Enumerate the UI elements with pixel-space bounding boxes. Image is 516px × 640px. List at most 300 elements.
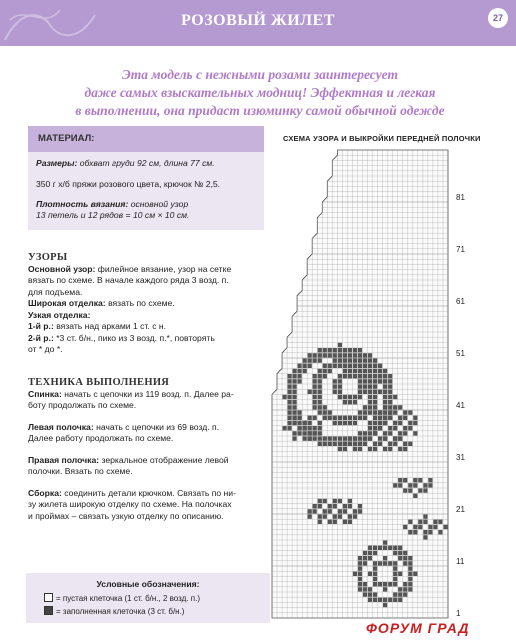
filled-cell <box>313 509 317 513</box>
wide-trim-text: вязать по схеме. <box>108 298 175 308</box>
filled-cell <box>368 384 372 388</box>
filled-cell <box>308 514 312 518</box>
filled-cell <box>353 358 357 362</box>
filled-cell <box>373 598 377 602</box>
filled-cell <box>398 592 402 596</box>
filled-cell <box>378 561 382 565</box>
filled-cell <box>363 353 367 357</box>
filled-cell <box>363 379 367 383</box>
row1-label: 1-й р.: <box>28 321 54 331</box>
main-pattern-text: для подъема. <box>28 286 83 297</box>
filled-cell <box>283 426 287 430</box>
row1-text: вязать над арками 1 ст. с н. <box>56 321 167 331</box>
filled-cell <box>333 384 337 388</box>
filled-cell <box>338 447 342 451</box>
filled-cell <box>343 358 347 362</box>
filled-cell <box>313 504 317 508</box>
filled-cell <box>398 587 402 591</box>
yarn-line: 350 г х/б пряжи розового цвета, крючок № 2,5. <box>36 179 221 189</box>
filled-cell <box>318 400 322 404</box>
filled-cell <box>378 379 382 383</box>
filled-cell <box>343 421 347 425</box>
filled-cell <box>303 421 307 425</box>
filled-cell <box>318 426 322 430</box>
page-number: 27 <box>488 8 508 28</box>
filled-cell <box>358 410 362 414</box>
filled-cell <box>293 405 297 409</box>
legend-filled-text: = заполненная клеточка (3 ст. б/н.) <box>56 607 185 616</box>
right-front-text: полочки. Вязать по схеме. <box>28 466 133 476</box>
filled-cell <box>348 400 352 404</box>
filled-cell <box>388 561 392 565</box>
filled-cell <box>423 530 427 534</box>
row-label: 1 <box>456 608 461 618</box>
filled-cell <box>373 577 377 581</box>
filled-cell <box>413 483 417 487</box>
filled-cell <box>318 410 322 414</box>
assembly-text: зу жилета широкую отделку по схеме. На полочках <box>28 499 232 509</box>
filled-cell <box>383 561 387 565</box>
filled-cell <box>358 436 362 440</box>
filled-cell <box>313 426 317 430</box>
filled-cell <box>353 416 357 420</box>
filled-cell <box>398 572 402 576</box>
filled-cell <box>403 416 407 420</box>
filled-cell <box>373 442 377 446</box>
filled-cell <box>398 421 402 425</box>
filled-cell <box>398 598 402 602</box>
filled-cell <box>293 379 297 383</box>
filled-cell <box>403 488 407 492</box>
filled-cell <box>373 447 377 451</box>
filled-cell <box>388 374 392 378</box>
filled-cell <box>358 572 362 576</box>
filled-cell <box>363 358 367 362</box>
filled-cell <box>403 431 407 435</box>
filled-cell <box>293 436 297 440</box>
filled-cell <box>348 499 352 503</box>
filled-cell <box>288 400 292 404</box>
filled-cell <box>383 410 387 414</box>
filled-cell <box>333 442 337 446</box>
filled-cell <box>313 431 317 435</box>
filled-cell <box>323 348 327 352</box>
filled-cell <box>383 395 387 399</box>
filled-cell <box>428 483 432 487</box>
technique-title: ТЕХНИКА ВЫПОЛНЕНИЯ <box>28 377 170 388</box>
filled-cell <box>353 348 357 352</box>
filled-cell <box>353 400 357 404</box>
filled-cell <box>358 395 362 399</box>
filled-cell <box>408 577 412 581</box>
filled-cell <box>368 592 372 596</box>
filled-cell <box>398 416 402 420</box>
filled-cell <box>378 436 382 440</box>
row-label: 61 <box>456 296 465 306</box>
filled-cell <box>333 504 337 508</box>
filled-cell <box>293 390 297 394</box>
filled-cell <box>383 582 387 586</box>
filled-cell <box>343 442 347 446</box>
filled-cell <box>373 405 377 409</box>
filled-cell <box>313 379 317 383</box>
filled-cell <box>323 369 327 373</box>
filled-cell <box>423 488 427 492</box>
filled-cell <box>373 416 377 420</box>
filled-cell <box>358 431 362 435</box>
filled-cell <box>403 561 407 565</box>
filled-cell <box>333 379 337 383</box>
filled-cell <box>418 488 422 492</box>
filled-cell <box>368 395 372 399</box>
filled-cell <box>338 358 342 362</box>
filled-cell <box>353 369 357 373</box>
filled-cell <box>373 426 377 430</box>
filled-cell <box>338 374 342 378</box>
filled-cell <box>343 520 347 524</box>
filled-cell <box>413 416 417 420</box>
filled-cell <box>318 421 322 425</box>
filled-cell <box>383 431 387 435</box>
filled-cell <box>388 379 392 383</box>
filled-cell <box>438 520 442 524</box>
filled-cell <box>358 384 362 388</box>
filled-cell <box>373 561 377 565</box>
filled-cell <box>383 379 387 383</box>
filled-cell <box>328 353 332 357</box>
filled-cell <box>403 551 407 555</box>
filled-cell <box>408 587 412 591</box>
filled-cell <box>393 577 397 581</box>
filled-cell <box>348 353 352 357</box>
filled-cell <box>318 369 322 373</box>
chart-title: СХЕМА УЗОРА И ВЫКРОЙКИ ПЕРЕДНЕЙ ПОЛОЧКИ <box>283 134 481 143</box>
filled-cell <box>423 520 427 524</box>
filled-cell <box>323 509 327 513</box>
row-label: 31 <box>456 452 465 462</box>
filled-cell <box>368 400 372 404</box>
filled-cell <box>438 530 442 534</box>
filled-cell <box>408 556 412 560</box>
filled-cell <box>343 353 347 357</box>
filled-cell <box>388 410 392 414</box>
filled-cell <box>348 374 352 378</box>
filled-cell <box>358 364 362 368</box>
filled-cell <box>358 582 362 586</box>
filled-cell <box>343 395 347 399</box>
filled-cell <box>318 514 322 518</box>
filled-cell <box>303 358 307 362</box>
filled-cell <box>308 416 312 420</box>
filled-cell <box>398 405 402 409</box>
filled-cell <box>348 348 352 352</box>
filled-cell <box>408 421 412 425</box>
filled-cell <box>283 395 287 399</box>
filled-cell <box>333 364 337 368</box>
filled-cell <box>388 598 392 602</box>
filled-cell <box>318 379 322 383</box>
filled-cell <box>383 540 387 544</box>
main-pattern-label: Основной узор: <box>28 263 96 274</box>
filled-cell <box>328 364 332 368</box>
filled-cell <box>393 546 397 550</box>
filled-cell <box>393 572 397 576</box>
filled-cell <box>333 348 337 352</box>
filled-cell <box>398 546 402 550</box>
filled-cell <box>323 499 327 503</box>
filled-cell <box>333 390 337 394</box>
filled-cell <box>423 535 427 539</box>
filled-cell <box>348 369 352 373</box>
filled-cell <box>378 390 382 394</box>
filled-cell <box>298 421 302 425</box>
filled-cell <box>288 395 292 399</box>
filled-cell <box>353 395 357 399</box>
filled-cell <box>373 364 377 368</box>
filled-cell <box>373 431 377 435</box>
filled-cell <box>333 358 337 362</box>
filled-cell <box>373 379 377 383</box>
filled-cell <box>323 514 327 518</box>
wide-trim-label: Широкая отделка: <box>28 298 106 308</box>
filled-cell <box>358 379 362 383</box>
patterns-title: УЗОРЫ <box>28 252 68 263</box>
filled-cell <box>403 582 407 586</box>
filled-cell <box>318 520 322 524</box>
filled-cell <box>363 592 367 596</box>
filled-cell <box>318 499 322 503</box>
filled-cell <box>313 436 317 440</box>
filled-cell <box>343 447 347 451</box>
filled-cell <box>288 379 292 383</box>
intro-line: даже самых взыскательных модниц! Эффектная и легкая <box>84 85 436 100</box>
filled-cell <box>393 598 397 602</box>
filled-cell <box>353 447 357 451</box>
filled-cell <box>338 384 342 388</box>
filled-cell <box>363 416 367 420</box>
filled-cell <box>333 353 337 357</box>
filled-cell <box>343 364 347 368</box>
filled-cell <box>383 556 387 560</box>
filled-cell <box>368 587 372 591</box>
filled-cell <box>288 416 292 420</box>
row-label: 51 <box>456 348 465 358</box>
filled-cell <box>318 353 322 357</box>
filled-cell <box>313 395 317 399</box>
filled-cell <box>368 410 372 414</box>
filled-cell <box>393 421 397 425</box>
filled-cell <box>363 561 367 565</box>
filled-cell <box>368 353 372 357</box>
filled-cell <box>338 442 342 446</box>
filled-cell <box>388 416 392 420</box>
filled-cell <box>383 390 387 394</box>
filled-cell <box>398 551 402 555</box>
filled-cell <box>373 395 377 399</box>
filled-cell <box>328 436 332 440</box>
row-label: 81 <box>456 192 465 202</box>
filled-cell <box>393 395 397 399</box>
filled-cell <box>328 348 332 352</box>
main-pattern-text: филейное вязание, узор на сетке <box>97 263 232 274</box>
intro-line: в выполнении, она придаст изюминку самой обычной одежде <box>75 103 445 118</box>
filled-cell <box>363 431 367 435</box>
filled-cell <box>403 525 407 529</box>
filled-cell <box>408 566 412 570</box>
filled-cell <box>358 442 362 446</box>
assembly-text: соединить детали крючком. Связать по ни- <box>64 487 236 498</box>
filled-cell <box>308 364 312 368</box>
filled-cell <box>368 556 372 560</box>
filled-cell <box>373 566 377 570</box>
filled-cell <box>288 374 292 378</box>
filled-cell <box>373 572 377 576</box>
filled-cell <box>408 442 412 446</box>
filled-cell <box>323 436 327 440</box>
filled-cell <box>333 520 337 524</box>
filled-cell <box>313 358 317 362</box>
filled-cell <box>398 436 402 440</box>
filled-cell <box>408 483 412 487</box>
filled-cell <box>378 442 382 446</box>
filled-cell <box>378 426 382 430</box>
filled-cell <box>373 384 377 388</box>
filled-cell <box>363 556 367 560</box>
filled-cell <box>373 390 377 394</box>
filled-cell <box>393 426 397 430</box>
filled-cell <box>318 431 322 435</box>
filled-cell <box>323 353 327 357</box>
filled-cell <box>293 400 297 404</box>
filled-cell <box>333 436 337 440</box>
filled-cell <box>388 400 392 404</box>
filled-cell <box>348 442 352 446</box>
filled-cell <box>368 390 372 394</box>
filled-cell <box>393 442 397 446</box>
filled-cell <box>383 405 387 409</box>
filled-cell <box>433 525 437 529</box>
filled-cell <box>368 364 372 368</box>
filled-cell <box>348 504 352 508</box>
filled-cell <box>298 410 302 414</box>
filled-cell <box>393 410 397 414</box>
filled-cell <box>373 374 377 378</box>
filled-cell <box>308 509 312 513</box>
sizes-label: Размеры: <box>36 158 78 168</box>
filled-cell <box>408 410 412 414</box>
filled-cell <box>293 369 297 373</box>
filled-cell <box>293 421 297 425</box>
filled-cell <box>313 405 317 409</box>
filled-cell <box>313 353 317 357</box>
filled-cell <box>338 379 342 383</box>
filled-cell <box>348 358 352 362</box>
row-label: 41 <box>456 400 465 410</box>
filled-cell <box>393 582 397 586</box>
filled-cell <box>358 566 362 570</box>
filled-cell <box>303 436 307 440</box>
filled-cell <box>348 520 352 524</box>
filled-cell <box>368 436 372 440</box>
filled-cell <box>383 369 387 373</box>
row-label: 11 <box>456 556 465 566</box>
filled-cell <box>338 348 342 352</box>
filled-cell <box>358 577 362 581</box>
filled-cell <box>383 400 387 404</box>
filled-cell <box>348 395 352 399</box>
filled-cell <box>333 499 337 503</box>
filled-cell <box>418 520 422 524</box>
filled-cell <box>348 416 352 420</box>
filled-cell <box>393 551 397 555</box>
filled-cell <box>418 478 422 482</box>
assembly-text: и проймах – связать узкую отделку по описанию. <box>28 510 224 521</box>
filled-cell <box>393 561 397 565</box>
filled-cell <box>338 421 342 425</box>
filled-cell <box>413 530 417 534</box>
filled-cell <box>373 551 377 555</box>
filled-cell <box>373 400 377 404</box>
filled-cell <box>298 364 302 368</box>
filled-cell <box>308 353 312 357</box>
filled-cell <box>383 421 387 425</box>
filled-cell <box>388 447 392 451</box>
filled-cell <box>343 509 347 513</box>
filled-cell <box>293 374 297 378</box>
filled-cell <box>368 447 372 451</box>
filled-cell <box>338 353 342 357</box>
filled-cell <box>358 358 362 362</box>
filled-cell <box>303 364 307 368</box>
filled-cell <box>393 436 397 440</box>
filled-cell <box>363 436 367 440</box>
filled-cell <box>353 374 357 378</box>
filled-cell <box>338 436 342 440</box>
filled-cell <box>383 603 387 607</box>
main-pattern-text: вязать по схеме. В начале каждого ряда 3 возд. п. <box>28 275 229 285</box>
filled-cell <box>363 551 367 555</box>
filled-cell <box>403 556 407 560</box>
filled-cell <box>348 421 352 425</box>
filled-cell <box>428 478 432 482</box>
filled-cell <box>383 587 387 591</box>
filled-cell <box>318 405 322 409</box>
filled-cell <box>403 447 407 451</box>
filled-cell <box>368 374 372 378</box>
filled-cell <box>398 556 402 560</box>
filled-cell <box>388 390 392 394</box>
filled-cell <box>288 390 292 394</box>
assembly-label: Сборка: <box>28 487 62 498</box>
filled-cell <box>383 416 387 420</box>
filled-cell <box>323 442 327 446</box>
filled-cell <box>323 374 327 378</box>
filled-cell <box>363 369 367 373</box>
filled-cell <box>353 364 357 368</box>
filled-cell <box>358 390 362 394</box>
filled-cell <box>298 416 302 420</box>
filled-cell <box>378 582 382 586</box>
filled-cell <box>368 572 372 576</box>
filled-cell <box>408 426 412 430</box>
filled-cell <box>408 530 412 534</box>
filled-cell <box>293 410 297 414</box>
filled-cell <box>328 369 332 373</box>
filled-cell <box>338 514 342 518</box>
filled-cell <box>423 483 427 487</box>
filled-cell <box>358 353 362 357</box>
filled-cell <box>358 556 362 560</box>
